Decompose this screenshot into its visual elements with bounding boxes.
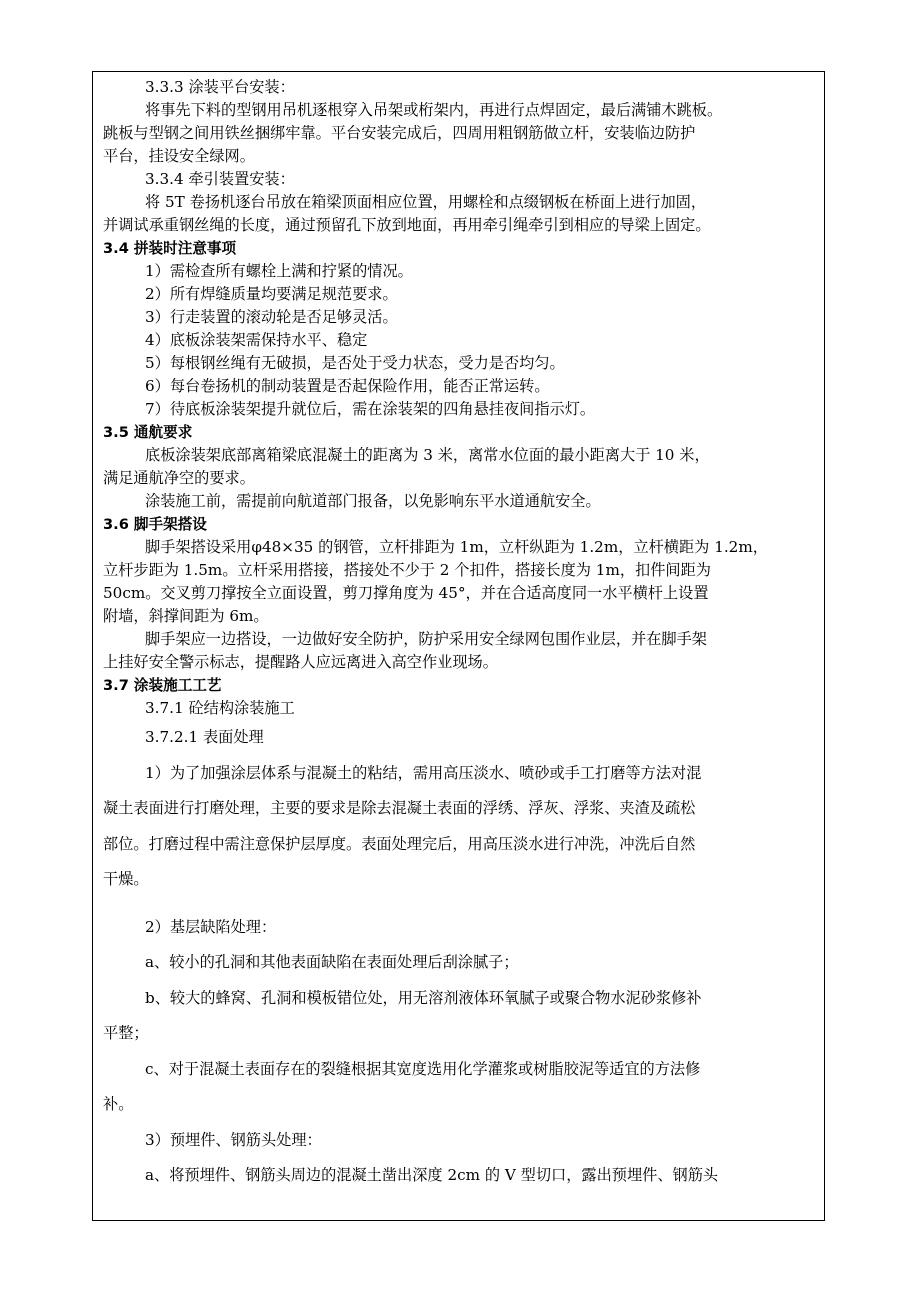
list-item: 4）底板涂装架需保持水平、稳定: [145, 331, 368, 349]
paragraph-line: 跳板与型钢之间用铁丝捆绑牢靠。平台安装完成后，四周用粗钢筋做立杆，安装临边防护: [103, 124, 696, 142]
section-3-7-heading: 3.7 涂装施工工艺: [103, 677, 222, 694]
list-item: 6）每台卷扬机的制动装置是否起保险作用，能否正常运转。: [145, 377, 550, 395]
paragraph-line: 部位。打磨过程中需注意保护层厚度。表面处理完后，用高压淡水进行冲洗，冲洗后自然: [103, 834, 696, 853]
paragraph-line: 脚手架应一边搭设，一边做好安全防护，防护采用安全绿网包围作业层，并在脚手架: [145, 630, 707, 648]
list-item: b、较大的蜂窝、孔洞和模板错位处，用无溶剂液体环氧腻子或聚合物水泥砂浆修补: [145, 988, 702, 1007]
paragraph-line: 立杆步距为 1.5m。立杆采用搭接，搭接处不少于 2 个扣件，搭接长度为 1m，扣件间距为: [103, 561, 711, 579]
paragraph-line: 平台，挂设安全绿网。: [103, 147, 255, 165]
paragraph-line: 将 5T 卷扬机逐台吊放在箱梁顶面相应位置，用螺栓和点缀钢板在桥面上进行加固，: [145, 193, 707, 211]
paragraph-line: 50cm。交叉剪刀撑按全立面设置，剪刀撑角度为 45°，并在合适高度同一水平横杆上设置: [103, 584, 709, 602]
paragraph-line: 将事先下料的型钢用吊机逐根穿入吊架或桁架内，再进行点焊固定，最后满铺木跳板。: [145, 101, 723, 119]
subsection-3-3-4-heading: 3.3.4 牵引装置安装：: [145, 170, 295, 188]
paragraph-line: 底板涂装架底部离箱梁底混凝土的距离为 3 米，离常水位面的最小距离大于 10 米，: [145, 446, 710, 464]
subsection-3-7-1-heading: 3.7.1 砼结构涂装施工: [145, 699, 295, 717]
paragraph-line: 补。: [103, 1095, 134, 1113]
paragraph-line: 脚手架搭设采用φ48×35 的钢管，立杆排距为 1m，立杆纵距为 1.2m，立杆横距为 1.2m，: [145, 538, 768, 556]
list-item: 3）预埋件、钢筋头处理：: [145, 1130, 322, 1149]
paragraph-line: 平整；: [103, 1024, 149, 1042]
list-item: 2）基层缺陷处理：: [145, 917, 277, 936]
list-item: a、较小的孔洞和其他表面缺陷在表面处理后刮涂腻子；: [145, 953, 519, 971]
subsection-3-3-3-heading: 3.3.3 涂装平台安装：: [145, 78, 295, 96]
list-item: 3）行走装置的滚动轮是否足够灵活。: [145, 308, 398, 326]
subsection-3-7-2-1-heading: 3.7.2.1 表面处理: [145, 728, 264, 746]
paragraph-line: 并调试承重钢丝绳的长度，通过预留孔下放到地面，再用牵引绳牵引到相应的导梁上固定。: [103, 216, 711, 234]
paragraph-line: 凝土表面进行打磨处理，主要的要求是除去混凝土表面的浮绣、浮灰、浮浆、夹渣及疏松: [103, 799, 696, 817]
paragraph-line: 满足通航净空的要求。: [103, 469, 255, 487]
document-frame: [92, 71, 825, 1221]
section-3-5-heading: 3.5 通航要求: [103, 424, 193, 441]
list-item: 1）需检查所有螺栓上满和拧紧的情况。: [145, 262, 413, 280]
paragraph-line: 干燥。: [103, 870, 149, 888]
paragraph-line: 上挂好安全警示标志，提醒路人应远离进入高空作业现场。: [103, 653, 498, 671]
section-3-4-heading: 3.4 拼装时注意事项: [103, 240, 237, 257]
paragraph-line: 涂装施工前，需提前向航道部门报备，以免影响东平水道通航安全。: [145, 492, 601, 510]
document-body: [103, 76, 816, 1194]
paragraph-line: 附墙，斜撑间距为 6m。: [103, 607, 269, 625]
paragraph-line: 1）为了加强涂层体系与混凝土的粘结，需用高压淡水、喷砂或手工打磨等方法对混: [145, 763, 702, 782]
list-item: c、对于混凝土表面存在的裂缝根据其宽度选用化学灌浆或树脂胶泥等适宜的方法修: [145, 1059, 701, 1078]
list-item: a、将预埋件、钢筋头周边的混凝土凿出深度 2cm 的 V 型切口，露出预埋件、钢筋头: [145, 1166, 719, 1184]
section-3-6-heading: 3.6 脚手架搭设: [103, 516, 207, 533]
list-item: 7）待底板涂装架提升就位后，需在涂装架的四角悬挂夜间指示灯。: [145, 400, 596, 418]
list-item: 5）每根钢丝绳有无破损，是否处于受力状态，受力是否均匀。: [145, 354, 565, 372]
list-item: 2）所有焊缝质量均要满足规范要求。: [145, 285, 398, 303]
